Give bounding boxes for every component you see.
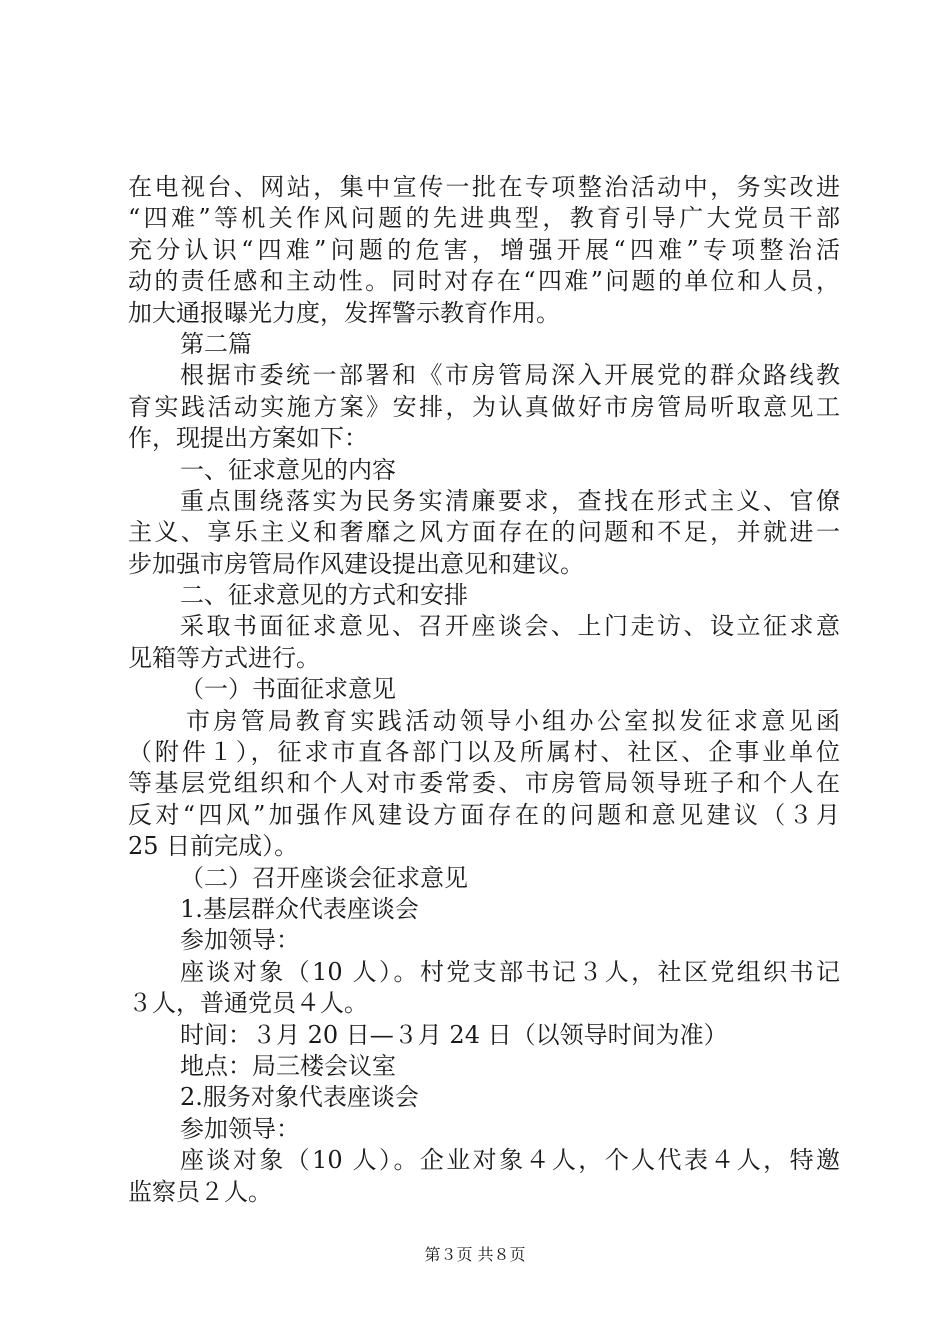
item-heading: 1.基层群众代表座谈会 bbox=[180, 894, 419, 923]
paragraph-line: 作，现提出方案如下： bbox=[128, 424, 368, 453]
paragraph-line: 25 日前完成）。 bbox=[128, 832, 299, 861]
paragraph-line: 座谈对象（10 人）。村党支部书记３人，社区党组织书记 bbox=[180, 957, 840, 986]
paragraph-line: “四难”等机关作风问题的先进典型，教育引导广大党员干部 bbox=[128, 204, 840, 233]
section-heading: 二、征求意见的方式和安排 bbox=[180, 581, 468, 610]
paragraph-line: （附件１），征求市直各部门以及所属村、社区、企事业单位 bbox=[128, 738, 840, 767]
paragraph-line: 时间：３月 20 日—３月 24 日（以领导时间为准） bbox=[180, 1020, 728, 1049]
paragraph-line: 反对“四风”加强作风建设方面存在的问题和意见建议（３月 bbox=[128, 800, 840, 829]
paragraph-line: 根据市委统一部署和《市房管局深入开展党的群众路线教 bbox=[180, 361, 840, 390]
subsection-heading: （一）书面征求意见 bbox=[180, 675, 396, 704]
section-heading: 第二篇 bbox=[180, 329, 252, 358]
paragraph-line: 动的责任感和主动性。同时对存在“四难”问题的单位和人员， bbox=[128, 267, 840, 296]
paragraph-line: 充分认识“四难”问题的危害，增强开展“四难”专项整治活 bbox=[128, 235, 840, 264]
paragraph-line: 地点：局三楼会议室 bbox=[180, 1051, 396, 1080]
paragraph-line: 采取书面征求意见、召开座谈会、上门走访、设立征求意 bbox=[180, 612, 840, 641]
page-footer: 第３页 共８页 bbox=[424, 1245, 526, 1264]
paragraph-line: 在电视台、网站，集中宣传一批在专项整治活动中，务实改进 bbox=[128, 173, 840, 201]
paragraph-line: 见箱等方式进行。 bbox=[128, 643, 320, 672]
paragraph-line: 参加领导： bbox=[180, 1114, 300, 1143]
item-heading: 2.服务对象代表座谈会 bbox=[180, 1083, 419, 1112]
paragraph-line: 主义、享乐主义和奢靡之风方面存在的问题和不足，并就进一 bbox=[128, 518, 840, 547]
paragraph-line: 市房管局教育实践活动领导小组办公室拟发征求意见函 bbox=[186, 706, 840, 735]
paragraph-line: 座谈对象（10 人）。企业对象４人，个人代表４人，特邀 bbox=[180, 1146, 840, 1175]
paragraph-line: ３人，普通党员４人。 bbox=[128, 989, 368, 1018]
paragraph-line: 加大通报曝光力度，发挥警示教育作用。 bbox=[128, 298, 560, 327]
section-heading: 一、征求意见的内容 bbox=[180, 455, 396, 484]
paragraph-line: 重点围绕落实为民务实清廉要求，查找在形式主义、官僚 bbox=[180, 486, 840, 515]
paragraph-line: 步加强市房管局作风建设提出意见和建议。 bbox=[128, 549, 584, 578]
paragraph-line: 育实践活动实施方案》安排，为认真做好市房管局听取意见工 bbox=[128, 392, 840, 421]
paragraph-line: 等基层党组织和个人对市委常委、市房管局领导班子和个人在 bbox=[128, 769, 840, 798]
paragraph-line: 监察员２人。 bbox=[128, 1177, 272, 1206]
subsection-heading: （二）召开座谈会征求意见 bbox=[180, 863, 468, 892]
document-body bbox=[128, 172, 840, 1208]
paragraph-line: 参加领导： bbox=[180, 926, 300, 955]
